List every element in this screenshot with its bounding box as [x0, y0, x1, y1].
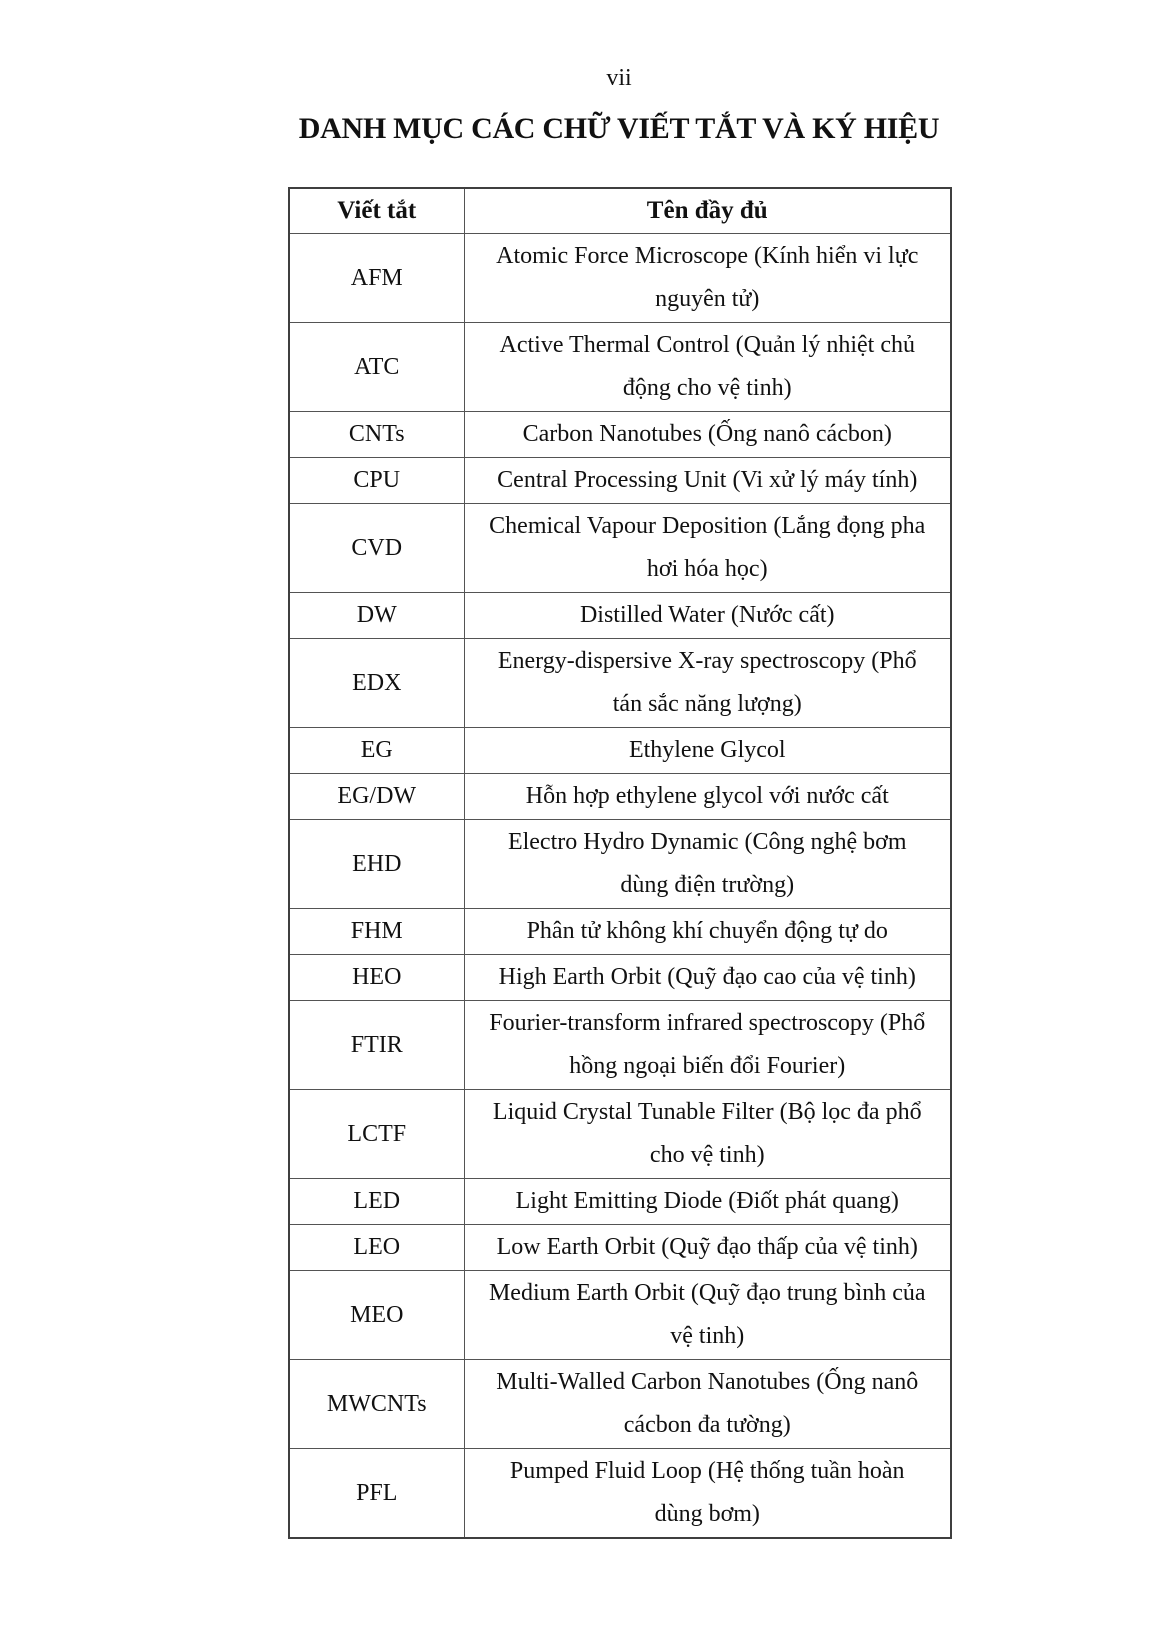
full-name-cell	[464, 412, 951, 458]
table-body	[289, 234, 951, 1539]
abbreviation-cell: MWCNTs	[289, 1360, 464, 1449]
table-row	[289, 323, 951, 412]
table-row	[289, 504, 951, 593]
full-name-line: động cho vệ tinh)	[622, 375, 792, 401]
full-name-line: cácbon đa tường)	[623, 1412, 791, 1438]
full-name-line: Ethylene Glycol	[628, 737, 786, 763]
abbreviation-cell: AFM	[289, 234, 464, 323]
full-name-line: Hỗn hợp ethylene glycol với nước cất	[525, 783, 889, 809]
full-name-cell	[464, 774, 951, 820]
full-name-cell	[464, 1179, 951, 1225]
full-name-line: hồng ngoại biến đổi Fourier)	[569, 1053, 846, 1079]
table-row	[289, 1225, 951, 1271]
full-name-cell	[464, 1001, 951, 1090]
page-title: DANH MỤC CÁC CHỮ VIẾT TẮT VÀ KÝ HIỆU	[298, 112, 940, 145]
table-row	[289, 639, 951, 728]
table-row	[289, 820, 951, 909]
full-name-line: Atomic Force Microscope (Kính hiển vi lực	[496, 243, 919, 269]
full-name-line: Chemical Vapour Deposition (Lắng đọng pha	[489, 513, 926, 539]
table-row	[289, 728, 951, 774]
full-name-cell	[464, 504, 951, 593]
table-row	[289, 1179, 951, 1225]
abbreviation-cell: EG/DW	[289, 774, 464, 820]
abbreviation-cell: CPU	[289, 458, 464, 504]
table-row	[289, 774, 951, 820]
header-full-name: Tên đầy đủ	[464, 188, 951, 234]
full-name-line: cho vệ tinh)	[649, 1142, 765, 1168]
table-row	[289, 909, 951, 955]
full-name-line: dùng bơm)	[654, 1501, 760, 1527]
table-row	[289, 1360, 951, 1449]
full-name-line: tán sắc năng lượng)	[612, 691, 802, 717]
full-name-cell	[464, 458, 951, 504]
full-name-cell	[464, 234, 951, 323]
full-name-line: High Earth Orbit (Quỹ đạo cao của vệ tinh)	[498, 964, 916, 990]
full-name-line: Distilled Water (Nước cất)	[579, 602, 835, 628]
full-name-cell	[464, 909, 951, 955]
full-name-line: nguyên tử)	[655, 286, 760, 312]
full-name-line: Fourier-transform infrared spectroscopy (Phổ	[489, 1010, 926, 1036]
full-name-line: Active Thermal Control (Quản lý nhiệt chủ	[499, 332, 915, 358]
full-name-cell	[464, 1090, 951, 1179]
abbreviation-cell: CNTs	[289, 412, 464, 458]
full-name-line: Central Processing Unit (Vi xử lý máy tính)	[497, 467, 918, 493]
full-name-line: Light Emitting Diode (Điốt phát quang)	[515, 1188, 899, 1214]
full-name-line: Carbon Nanotubes (Ống nanô cácbon)	[522, 421, 892, 447]
full-name-line: Phân tử không khí chuyển động tự do	[526, 918, 888, 944]
full-name-line: Pumped Fluid Loop (Hệ thống tuần hoàn	[509, 1458, 905, 1484]
header-abbreviation: Viết tắt	[289, 188, 464, 234]
full-name-line: Medium Earth Orbit (Quỹ đạo trung bình của	[488, 1280, 926, 1306]
full-name-line: Multi-Walled Carbon Nanotubes (Ống nanô	[496, 1369, 919, 1395]
full-name-line: hơi hóa học)	[646, 556, 768, 582]
table-row	[289, 1271, 951, 1360]
table-row	[289, 234, 951, 323]
full-name-line: dùng điện trường)	[620, 872, 795, 898]
abbreviation-cell: PFL	[289, 1449, 464, 1539]
full-name-line: Liquid Crystal Tunable Filter (Bộ lọc đa phổ	[492, 1099, 922, 1125]
full-name-cell	[464, 1225, 951, 1271]
abbreviation-cell: EG	[289, 728, 464, 774]
abbreviation-cell: DW	[289, 593, 464, 639]
full-name-cell	[464, 1360, 951, 1449]
abbreviations-table	[288, 187, 952, 1539]
full-name-cell	[464, 323, 951, 412]
table-row	[289, 1449, 951, 1539]
full-name-line: Electro Hydro Dynamic (Công nghệ bơm	[507, 829, 907, 855]
full-name-line: Low Earth Orbit (Quỹ đạo thấp của vệ tinh)	[496, 1234, 918, 1260]
table-header-row	[289, 188, 951, 234]
abbreviation-cell: LCTF	[289, 1090, 464, 1179]
table-row	[289, 1001, 951, 1090]
abbreviation-cell: CVD	[289, 504, 464, 593]
full-name-cell	[464, 1271, 951, 1360]
full-name-cell	[464, 955, 951, 1001]
abbreviation-cell: EDX	[289, 639, 464, 728]
full-name-cell	[464, 593, 951, 639]
abbreviation-cell: LED	[289, 1179, 464, 1225]
table-row	[289, 593, 951, 639]
full-name-cell	[464, 728, 951, 774]
abbreviation-cell: LEO	[289, 1225, 464, 1271]
table-row	[289, 458, 951, 504]
full-name-cell	[464, 820, 951, 909]
full-name-line: Energy-dispersive X-ray spectroscopy (Phổ	[497, 648, 917, 674]
abbreviation-cell: EHD	[289, 820, 464, 909]
abbreviation-cell: FHM	[289, 909, 464, 955]
table-row	[289, 1090, 951, 1179]
abbreviation-cell: ATC	[289, 323, 464, 412]
full-name-cell	[464, 639, 951, 728]
table-row	[289, 412, 951, 458]
full-name-cell	[464, 1449, 951, 1539]
abbreviation-cell: MEO	[289, 1271, 464, 1360]
abbreviation-cell: FTIR	[289, 1001, 464, 1090]
table-row	[289, 955, 951, 1001]
abbreviation-cell: HEO	[289, 955, 464, 1001]
full-name-line: vệ tinh)	[670, 1323, 745, 1349]
page-number: vii	[606, 65, 632, 91]
